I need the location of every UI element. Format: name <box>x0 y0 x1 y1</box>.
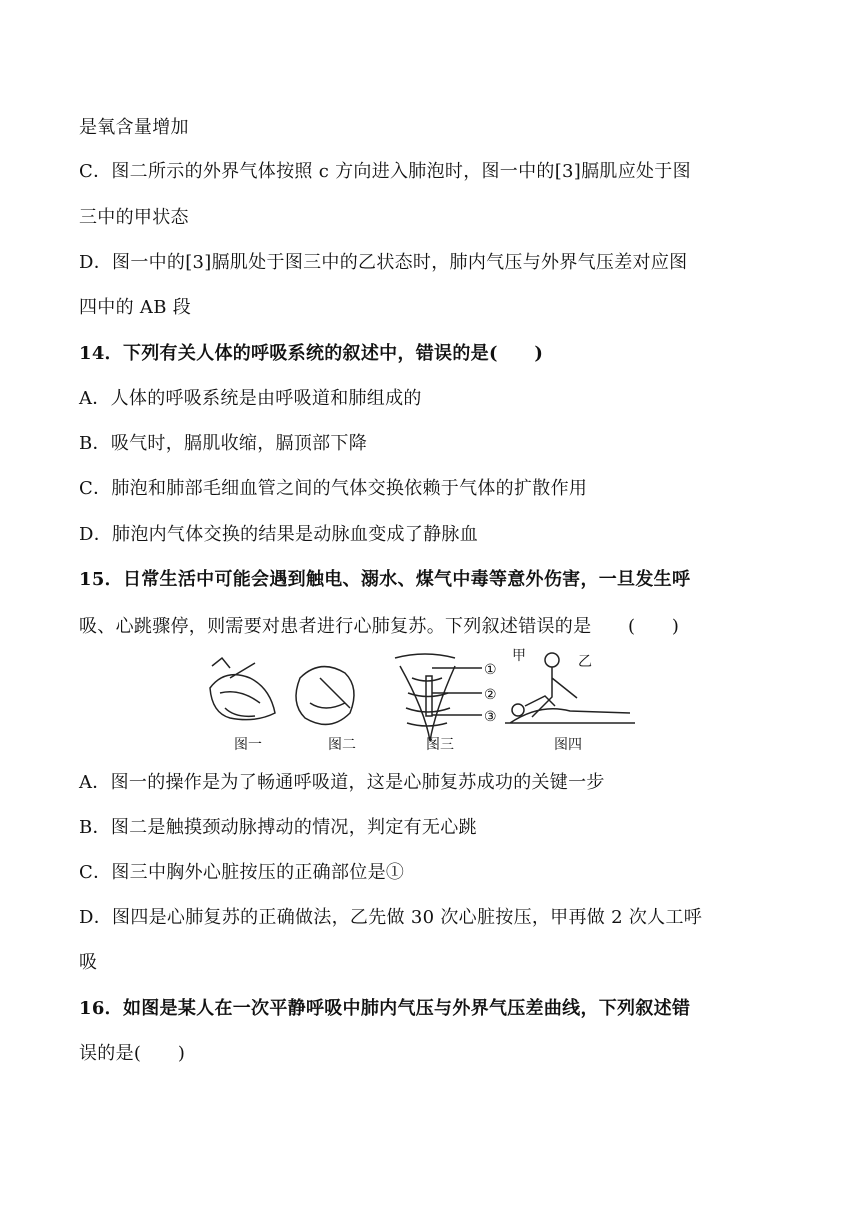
caption-fig1: 图一 <box>234 737 262 753</box>
question-14: 14．下列有关人体的呼吸系统的叙述中，错误的是( ) <box>79 343 544 364</box>
line-3: D．图一中的[3]膈肌处于图三中的乙状态时，肺内气压与外界气压差对应图 <box>79 252 688 273</box>
line-7: B．吸气时，膈肌收缩，膈顶部下降 <box>79 433 368 454</box>
question-16: 16．如图是某人在一次平静呼吸中肺内气压与外界气压差曲线，下列叙述错 <box>79 998 691 1019</box>
line-6: A．人体的呼吸系统是由呼吸道和肺组成的 <box>79 388 422 409</box>
caption-fig2: 图二 <box>328 737 356 753</box>
caption-fig3: 图三 <box>426 737 454 753</box>
line-15: D．图四是心肺复苏的正确做法，乙先做 30 次心脏按压，甲再做 2 次人工呼 <box>79 907 703 928</box>
cpr-figure <box>200 648 640 758</box>
question-15: 15．日常生活中可能会遇到触电、溺水、煤气中毒等意外伤害，一旦发生呼 <box>79 569 691 590</box>
marker-2: ② <box>484 687 497 703</box>
line-8: C．肺泡和肺部毛细血管之间的气体交换依赖于气体的扩散作用 <box>79 478 588 499</box>
person-jia: 甲 <box>512 648 526 664</box>
marker-3: ③ <box>484 709 497 725</box>
line-14: C．图三中胸外心脏按压的正确部位是① <box>79 862 405 883</box>
line-9: D．肺泡内气体交换的结果是动脉血变成了静脉血 <box>79 524 479 545</box>
line-4: 四中的 AB 段 <box>79 297 192 318</box>
line-11: 吸、心跳骤停，则需要对患者进行心肺复苏。下列叙述错误的是 ( ) <box>79 616 680 637</box>
line-18: 误的是( ) <box>79 1043 186 1064</box>
line-0: 是氧含量增加 <box>79 117 189 138</box>
line-12: A．图一的操作是为了畅通呼吸道，这是心肺复苏成功的关键一步 <box>79 772 605 793</box>
person-yi: 乙 <box>578 654 592 670</box>
line-13: B．图二是触摸颈动脉搏动的情况，判定有无心跳 <box>79 817 477 838</box>
marker-1: ① <box>484 662 497 678</box>
line-2: 三中的甲状态 <box>79 207 189 228</box>
caption-fig4: 图四 <box>554 737 582 753</box>
line-16: 吸 <box>79 952 98 973</box>
line-1: C．图二所示的外界气体按照 c 方向进入肺泡时，图一中的[3]膈肌应处于图 <box>79 161 691 182</box>
